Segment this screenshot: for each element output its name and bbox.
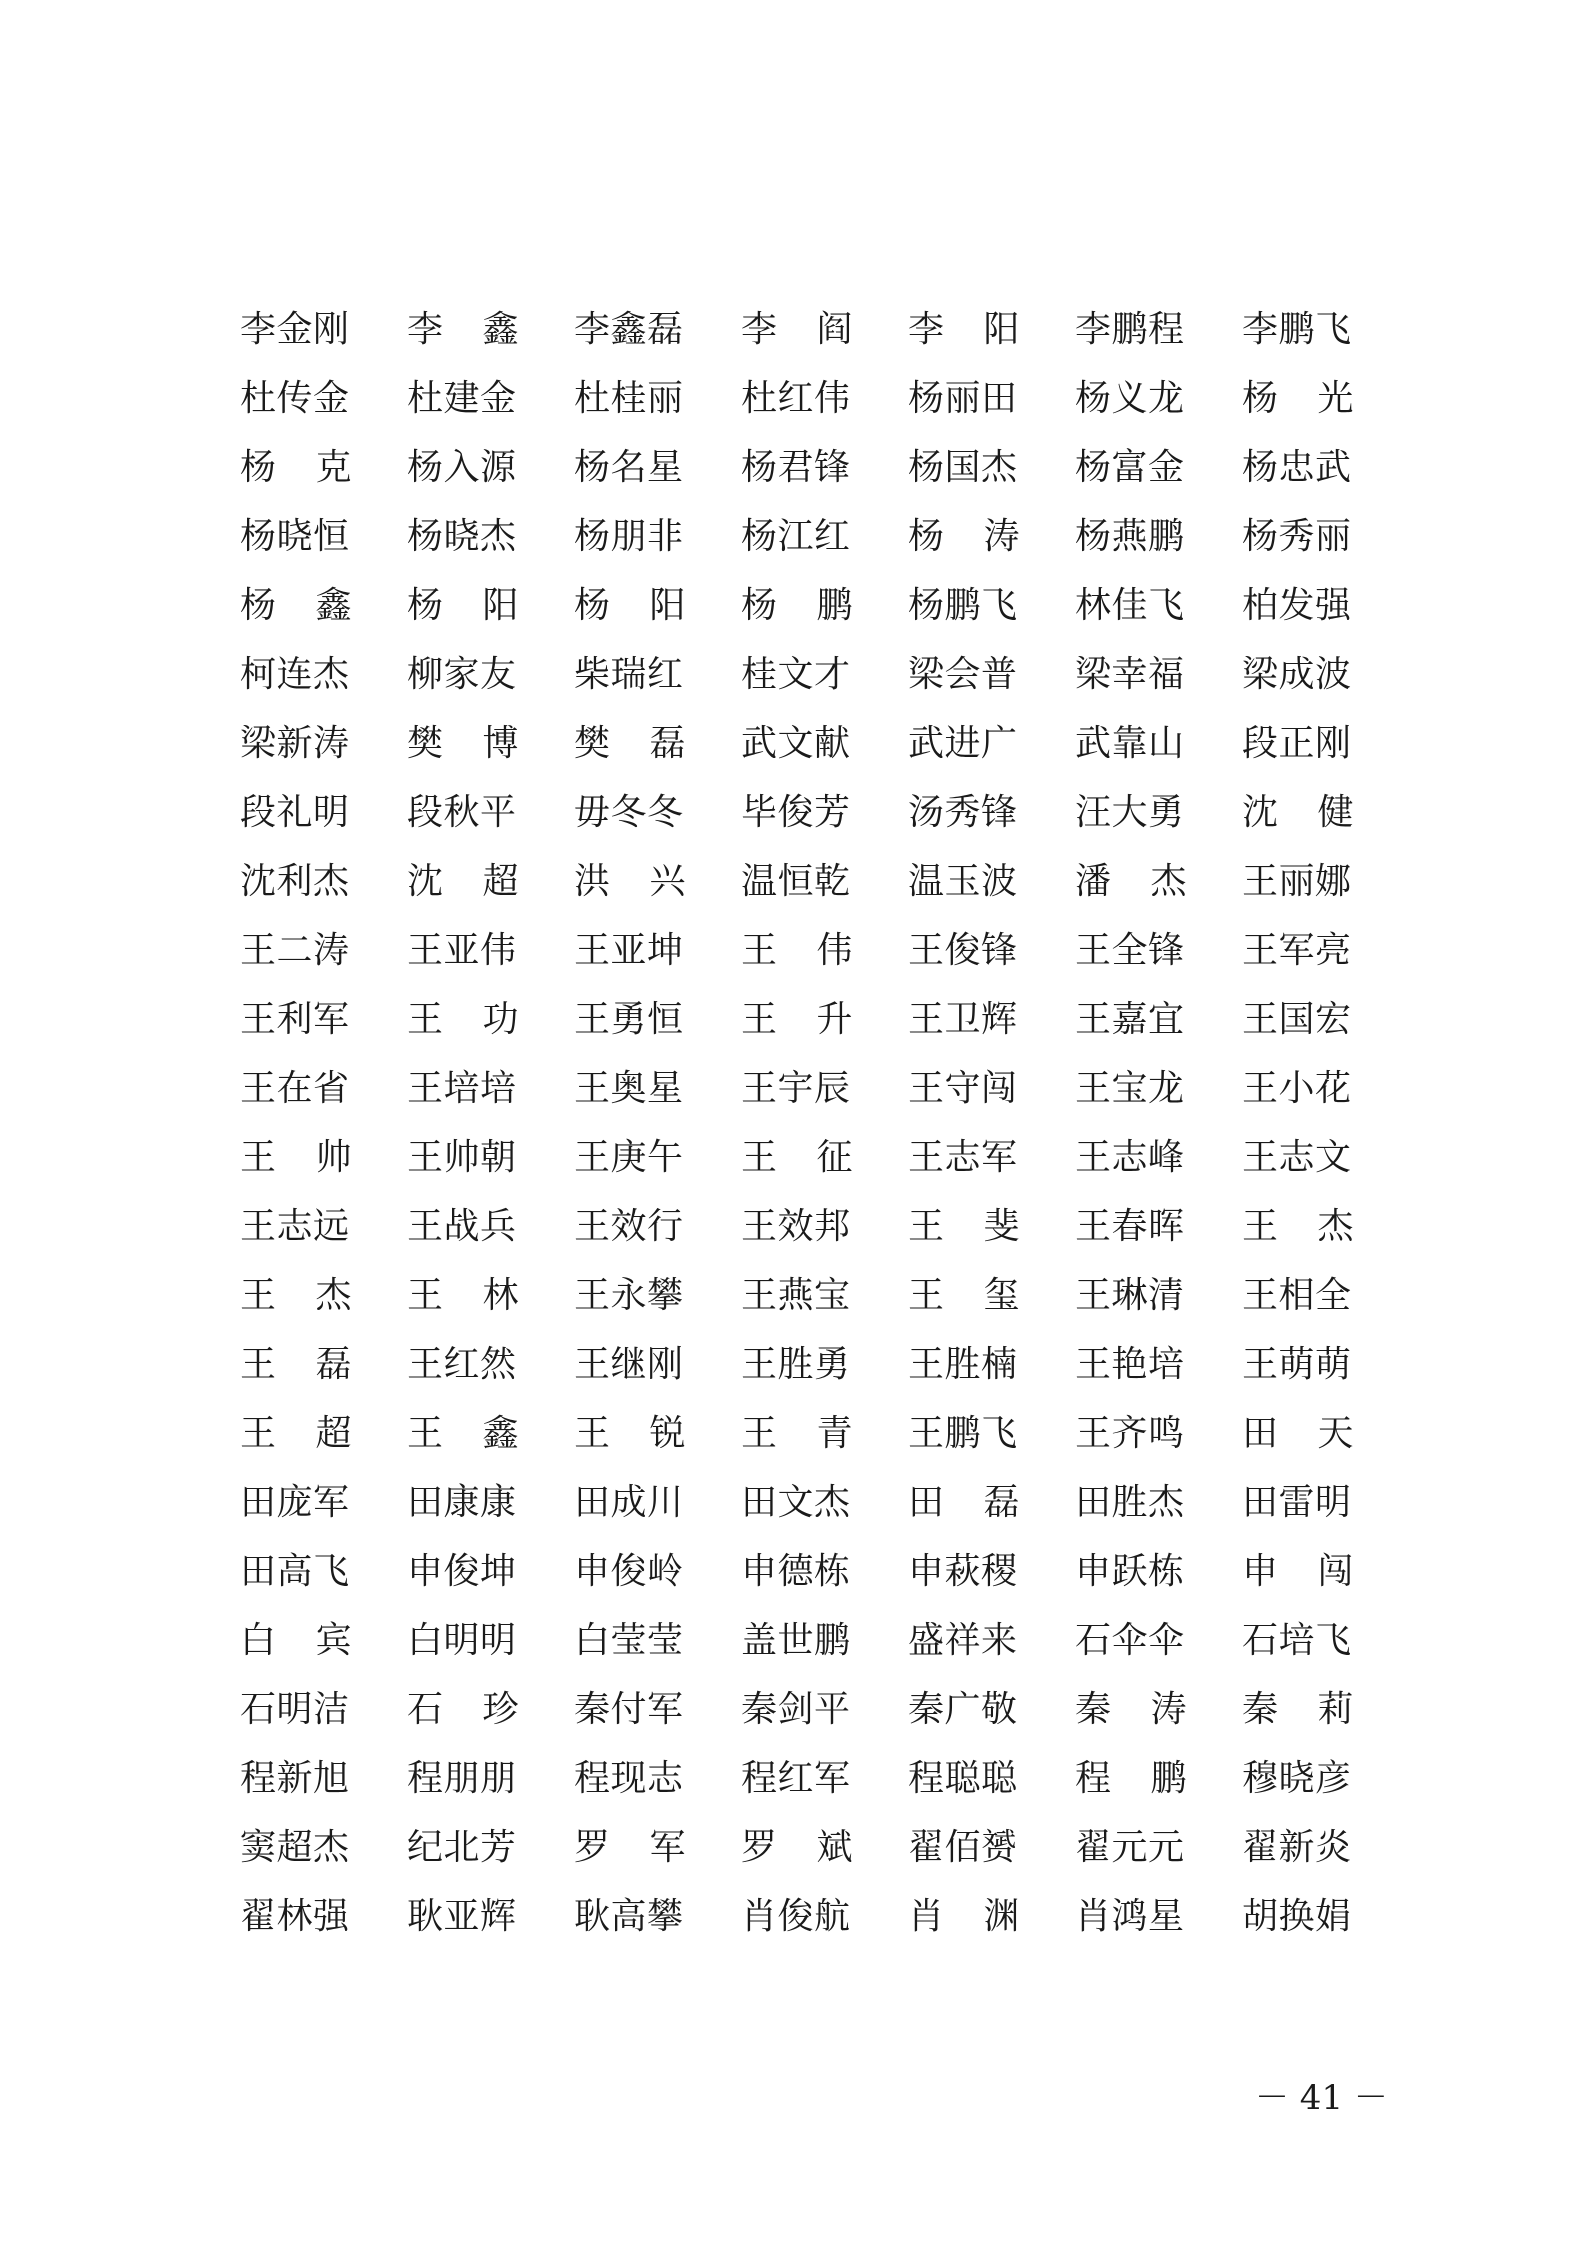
name-cell: 盖世鹏 [741, 1619, 851, 1661]
name-cell: 王燕宝 [741, 1274, 851, 1316]
name-char-last: 珍 [482, 1688, 519, 1730]
name-cell: 杨忠武 [1242, 446, 1352, 488]
name-char-last: 渊 [983, 1895, 1020, 1937]
name-cell [407, 1412, 519, 1456]
name-cell: 王胜楠 [908, 1343, 1018, 1385]
name-char-first: 杨 [1242, 377, 1279, 419]
name-cell [240, 1136, 352, 1180]
name-cell: 王在省 [240, 1067, 350, 1109]
name-char-last: 杰 [1150, 860, 1187, 902]
page-number: － 41 － [1255, 2078, 1388, 2118]
name-cell: 翟元元 [1075, 1826, 1185, 1868]
name-char-first: 樊 [407, 722, 444, 764]
name-char-first: 王 [574, 1412, 611, 1454]
name-char-first: 田 [1242, 1412, 1279, 1454]
name-cell: 王萌萌 [1242, 1343, 1352, 1385]
name-cell: 杨江红 [741, 515, 851, 557]
name-char-last: 青 [816, 1412, 853, 1454]
name-char-last: 鑫 [315, 584, 352, 626]
name-char-last: 光 [1317, 377, 1354, 419]
name-char-last: 征 [816, 1136, 853, 1178]
name-char-first: 申 [1242, 1550, 1279, 1592]
name-char-first: 王 [240, 1136, 277, 1178]
name-char-last: 涛 [983, 515, 1020, 557]
name-cell: 申德栋 [741, 1550, 851, 1592]
name-char-last: 斐 [983, 1205, 1020, 1247]
name-cell: 杨秀丽 [1242, 515, 1352, 557]
name-char-last: 磊 [315, 1343, 352, 1385]
name-cell [407, 860, 519, 904]
name-char-first: 沈 [1242, 791, 1279, 833]
name-char-first: 王 [240, 1274, 277, 1316]
name-cell: 杜传金 [240, 377, 350, 419]
name-char-last: 阳 [983, 308, 1020, 350]
name-cell: 王永攀 [574, 1274, 684, 1316]
name-cell: 申俊岭 [574, 1550, 684, 1592]
name-char-first: 白 [240, 1619, 277, 1661]
name-cell: 杨丽田 [908, 377, 1018, 419]
name-char-first: 潘 [1075, 860, 1112, 902]
name-char-last: 阎 [816, 308, 853, 350]
name-cell [1242, 1550, 1354, 1594]
name-char-first: 程 [1075, 1757, 1112, 1799]
name-char-last: 阳 [482, 584, 519, 626]
name-cell [240, 446, 352, 490]
name-cell [574, 1412, 686, 1456]
name-cell [1242, 1205, 1354, 1249]
name-cell: 窦超杰 [240, 1826, 350, 1868]
name-char-last: 超 [315, 1412, 352, 1454]
name-char-last: 闯 [1317, 1550, 1354, 1592]
name-cell [908, 1274, 1020, 1318]
name-char-last: 林 [482, 1274, 519, 1316]
name-cell: 温玉波 [908, 860, 1018, 902]
name-cell: 王嘉宜 [1075, 998, 1185, 1040]
name-cell [741, 1826, 853, 1870]
name-char-first: 樊 [574, 722, 611, 764]
name-char-last: 升 [816, 998, 853, 1040]
name-cell: 段秋平 [407, 791, 517, 833]
name-cell: 段礼明 [240, 791, 350, 833]
name-cell [741, 1412, 853, 1456]
name-cell: 杜建金 [407, 377, 517, 419]
name-cell: 毕俊芳 [741, 791, 851, 833]
name-cell: 耿高攀 [574, 1895, 684, 1937]
name-cell: 王军亮 [1242, 929, 1352, 971]
name-char-last: 超 [482, 860, 519, 902]
name-char-first: 杨 [240, 584, 277, 626]
name-char-first: 肖 [908, 1895, 945, 1937]
name-cell: 田胜杰 [1075, 1481, 1185, 1523]
name-char-last: 兴 [649, 860, 686, 902]
name-cell: 王志军 [908, 1136, 1018, 1178]
name-cell [741, 584, 853, 628]
name-cell [240, 584, 352, 628]
name-cell: 王培培 [407, 1067, 517, 1109]
name-char-last: 鑫 [482, 1412, 519, 1454]
name-cell: 申俊坤 [407, 1550, 517, 1592]
name-cell: 杨入源 [407, 446, 517, 488]
name-cell [240, 1619, 352, 1663]
name-cell [1242, 377, 1354, 421]
name-cell: 杨君锋 [741, 446, 851, 488]
name-cell: 林佳飞 [1075, 584, 1185, 626]
name-cell [741, 929, 853, 973]
name-char-first: 王 [741, 1136, 778, 1178]
name-cell: 胡换娟 [1242, 1895, 1352, 1937]
name-cell [1075, 1757, 1187, 1801]
name-char-first: 李 [741, 308, 778, 350]
name-cell: 杨晓杰 [407, 515, 517, 557]
name-char-first: 王 [407, 1412, 444, 1454]
name-cell: 桂文才 [741, 653, 851, 695]
name-cell [407, 722, 519, 766]
name-cell: 李鑫磊 [574, 308, 684, 350]
name-char-last: 功 [482, 998, 519, 1040]
name-cell: 田康康 [407, 1481, 517, 1523]
name-cell: 王亚伟 [407, 929, 517, 971]
name-cell [1242, 1688, 1354, 1732]
name-cell: 李鹏程 [1075, 308, 1185, 350]
name-char-first: 王 [908, 1205, 945, 1247]
name-cell: 申萩稷 [908, 1550, 1018, 1592]
name-char-first: 沈 [407, 860, 444, 902]
name-cell [574, 584, 686, 628]
name-char-first: 王 [741, 998, 778, 1040]
name-cell: 梁新涛 [240, 722, 350, 764]
name-cell: 穆晓彦 [1242, 1757, 1352, 1799]
name-cell: 杨富金 [1075, 446, 1185, 488]
name-cell: 柴瑞红 [574, 653, 684, 695]
name-cell: 王效邦 [741, 1205, 851, 1247]
name-cell: 王利军 [240, 998, 350, 1040]
name-cell: 杨义龙 [1075, 377, 1185, 419]
name-cell: 王宇辰 [741, 1067, 851, 1109]
name-cell: 杨晓恒 [240, 515, 350, 557]
name-cell: 王丽娜 [1242, 860, 1352, 902]
name-cell [741, 308, 853, 352]
name-cell: 毋冬冬 [574, 791, 684, 833]
name-char-last: 杰 [1317, 1205, 1354, 1247]
name-char-last: 阳 [649, 584, 686, 626]
name-cell: 石明洁 [240, 1688, 350, 1730]
name-cell [1075, 860, 1187, 904]
name-cell: 肖鸿星 [1075, 1895, 1185, 1937]
name-cell: 耿亚辉 [407, 1895, 517, 1937]
name-cell [908, 1895, 1020, 1939]
name-cell: 杨国杰 [908, 446, 1018, 488]
name-cell: 王奥星 [574, 1067, 684, 1109]
name-cell [407, 998, 519, 1042]
name-cell: 盛祥来 [908, 1619, 1018, 1661]
name-cell: 白明明 [407, 1619, 517, 1661]
name-cell: 田文杰 [741, 1481, 851, 1523]
name-cell: 王勇恒 [574, 998, 684, 1040]
name-char-last: 博 [482, 722, 519, 764]
name-cell [574, 722, 686, 766]
name-cell: 申跃栋 [1075, 1550, 1185, 1592]
name-cell [908, 1481, 1020, 1525]
name-cell: 杨朋非 [574, 515, 684, 557]
name-cell: 汪大勇 [1075, 791, 1185, 833]
name-cell [741, 998, 853, 1042]
name-char-last: 伟 [816, 929, 853, 971]
name-char-first: 李 [908, 308, 945, 350]
name-char-first: 王 [741, 1412, 778, 1454]
name-cell: 石培飞 [1242, 1619, 1352, 1661]
name-cell: 梁会普 [908, 653, 1018, 695]
name-char-first: 罗 [741, 1826, 778, 1868]
name-char-last: 磊 [983, 1481, 1020, 1523]
name-cell: 王鹏飞 [908, 1412, 1018, 1454]
name-cell: 梁成波 [1242, 653, 1352, 695]
name-cell: 王战兵 [407, 1205, 517, 1247]
name-char-first: 秦 [1075, 1688, 1112, 1730]
name-char-first: 王 [240, 1343, 277, 1385]
name-cell: 秦付军 [574, 1688, 684, 1730]
name-char-last: 天 [1317, 1412, 1354, 1454]
name-cell: 武靠山 [1075, 722, 1185, 764]
name-char-last: 克 [315, 446, 352, 488]
name-char-first: 杨 [574, 584, 611, 626]
name-char-last: 鑫 [482, 308, 519, 350]
name-cell: 王亚坤 [574, 929, 684, 971]
name-cell: 沈利杰 [240, 860, 350, 902]
name-char-last: 鹏 [1150, 1757, 1187, 1799]
name-cell: 李金刚 [240, 308, 350, 350]
name-cell: 王志峰 [1075, 1136, 1185, 1178]
name-cell: 武文献 [741, 722, 851, 764]
name-char-first: 王 [908, 1274, 945, 1316]
name-cell: 王胜勇 [741, 1343, 851, 1385]
name-char-first: 王 [1242, 1205, 1279, 1247]
name-cell: 王志文 [1242, 1136, 1352, 1178]
name-cell: 白莹莹 [574, 1619, 684, 1661]
name-cell: 汤秀锋 [908, 791, 1018, 833]
name-cell: 王春晖 [1075, 1205, 1185, 1247]
name-cell: 王琳清 [1075, 1274, 1185, 1316]
name-cell: 王庚午 [574, 1136, 684, 1178]
name-cell [1075, 1688, 1187, 1732]
name-cell [1242, 791, 1354, 835]
name-char-first: 王 [407, 998, 444, 1040]
name-cell: 杨燕鹏 [1075, 515, 1185, 557]
names-grid [240, 295, 1380, 1951]
name-cell [1242, 1412, 1354, 1456]
name-cell: 翟佰赟 [908, 1826, 1018, 1868]
name-cell: 柏发强 [1242, 584, 1352, 626]
name-cell: 田高飞 [240, 1550, 350, 1592]
name-cell: 王帅朝 [407, 1136, 517, 1178]
name-cell: 田成川 [574, 1481, 684, 1523]
name-cell: 杜红伟 [741, 377, 851, 419]
name-cell: 王宝龙 [1075, 1067, 1185, 1109]
name-char-last: 宾 [315, 1619, 352, 1661]
name-cell: 王卫辉 [908, 998, 1018, 1040]
name-cell: 李鹏飞 [1242, 308, 1352, 350]
name-cell: 梁幸福 [1075, 653, 1185, 695]
name-cell: 武进广 [908, 722, 1018, 764]
name-cell: 肖俊航 [741, 1895, 851, 1937]
name-cell: 田庞军 [240, 1481, 350, 1523]
name-char-first: 杨 [407, 584, 444, 626]
name-cell: 温恒乾 [741, 860, 851, 902]
name-char-last: 杰 [315, 1274, 352, 1316]
name-cell: 田雷明 [1242, 1481, 1352, 1523]
name-char-last: 帅 [315, 1136, 352, 1178]
name-char-last: 鹏 [816, 584, 853, 626]
name-char-first: 杨 [240, 446, 277, 488]
name-cell: 王齐鸣 [1075, 1412, 1185, 1454]
name-cell: 秦广敬 [908, 1688, 1018, 1730]
name-char-first: 石 [407, 1688, 444, 1730]
name-cell: 柳家友 [407, 653, 517, 695]
name-cell [407, 584, 519, 628]
name-char-first: 王 [741, 929, 778, 971]
name-char-last: 莉 [1317, 1688, 1354, 1730]
name-cell: 杨名星 [574, 446, 684, 488]
name-cell: 柯连杰 [240, 653, 350, 695]
name-char-last: 玺 [983, 1274, 1020, 1316]
name-char-last: 健 [1317, 791, 1354, 833]
name-cell: 翟林强 [240, 1895, 350, 1937]
name-cell: 程新旭 [240, 1757, 350, 1799]
name-cell: 王二涛 [240, 929, 350, 971]
name-cell: 杜桂丽 [574, 377, 684, 419]
name-cell: 程朋朋 [407, 1757, 517, 1799]
name-cell [240, 1274, 352, 1318]
name-cell: 王红然 [407, 1343, 517, 1385]
name-cell: 王国宏 [1242, 998, 1352, 1040]
name-cell: 王继刚 [574, 1343, 684, 1385]
name-cell: 王艳培 [1075, 1343, 1185, 1385]
name-cell: 王俊锋 [908, 929, 1018, 971]
name-cell [407, 1274, 519, 1318]
name-cell [240, 1343, 352, 1387]
name-cell: 程现志 [574, 1757, 684, 1799]
name-cell [407, 1688, 519, 1732]
name-cell: 纪北芳 [407, 1826, 517, 1868]
name-char-first: 罗 [574, 1826, 611, 1868]
name-cell [240, 1412, 352, 1456]
name-cell [908, 515, 1020, 559]
name-cell: 王全锋 [1075, 929, 1185, 971]
name-cell: 王小花 [1242, 1067, 1352, 1109]
name-char-first: 田 [908, 1481, 945, 1523]
name-cell [407, 308, 519, 352]
name-cell [741, 1136, 853, 1180]
name-cell: 段正刚 [1242, 722, 1352, 764]
name-cell [574, 1826, 686, 1870]
name-cell [908, 308, 1020, 352]
name-cell: 翟新炎 [1242, 1826, 1352, 1868]
name-cell: 程聪聪 [908, 1757, 1018, 1799]
name-cell: 王志远 [240, 1205, 350, 1247]
name-cell: 王相全 [1242, 1274, 1352, 1316]
name-cell: 杨鹏飞 [908, 584, 1018, 626]
name-char-last: 磊 [649, 722, 686, 764]
name-char-first: 杨 [908, 515, 945, 557]
name-char-first: 洪 [574, 860, 611, 902]
name-cell: 程红军 [741, 1757, 851, 1799]
name-char-last: 锐 [649, 1412, 686, 1454]
name-char-last: 军 [649, 1826, 686, 1868]
name-cell [908, 1205, 1020, 1249]
name-char-first: 杨 [741, 584, 778, 626]
name-cell: 秦剑平 [741, 1688, 851, 1730]
name-char-last: 涛 [1150, 1688, 1187, 1730]
name-char-first: 王 [240, 1412, 277, 1454]
name-char-last: 斌 [816, 1826, 853, 1868]
name-char-first: 秦 [1242, 1688, 1279, 1730]
name-cell: 王效行 [574, 1205, 684, 1247]
name-char-first: 李 [407, 308, 444, 350]
name-cell [574, 860, 686, 904]
name-char-first: 王 [407, 1274, 444, 1316]
name-cell: 王守闯 [908, 1067, 1018, 1109]
name-cell: 石伞伞 [1075, 1619, 1185, 1661]
